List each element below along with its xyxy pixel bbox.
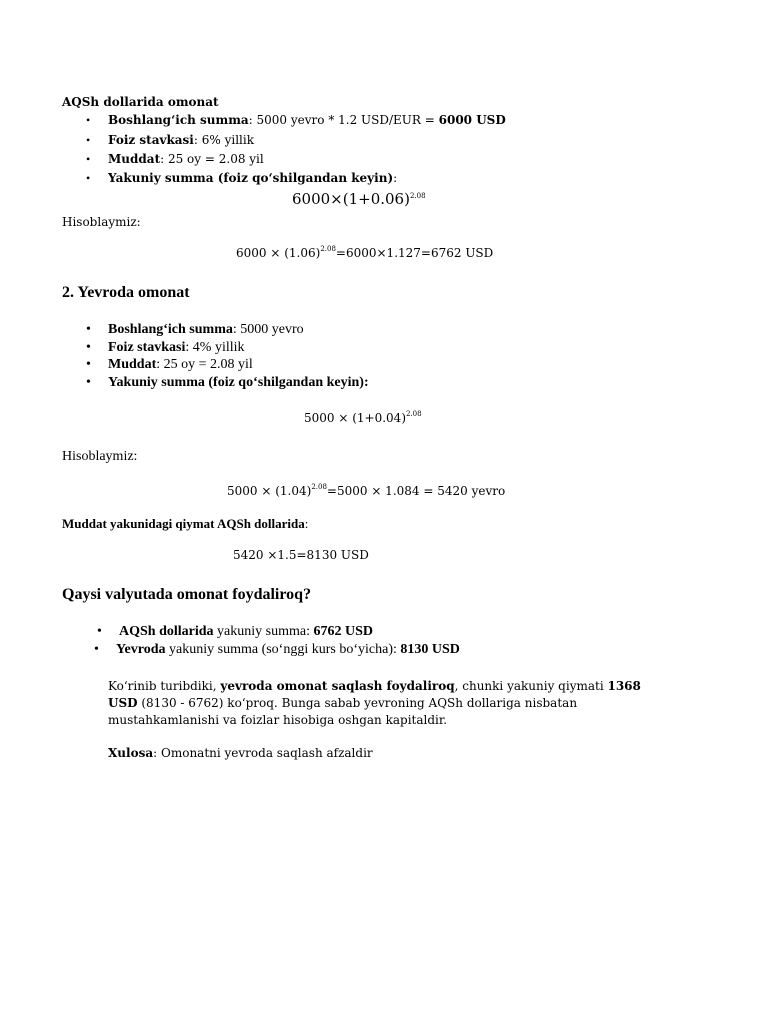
section1-title: AQSh dollarida omonat bbox=[62, 95, 219, 109]
calc-label-2: Hisoblaymiz: bbox=[62, 449, 138, 464]
list-item: • Yevroda yakuniy summa (so‘nggi kurs bo‘yicha): 8130 USD bbox=[116, 642, 460, 658]
formula-1: $6000\times(1+0.06)^{2.08}$ bbox=[292, 190, 426, 208]
list-item: • Muddat: 25 oy = 2.08 yil bbox=[108, 152, 264, 166]
section2-title: 2. Yevroda omonat bbox=[62, 284, 190, 301]
list-item: • Boshlang‘ich summa: 5000 yevro bbox=[108, 322, 304, 338]
section3-title: Qaysi valyutada omonat foydaliroq? bbox=[62, 586, 312, 603]
calc-label-1: Hisoblaymiz: bbox=[62, 215, 141, 229]
list-item: • Yakuniy summa (foiz qo‘shilgandan keyin): bbox=[108, 171, 397, 185]
list-item: • Foiz stavkasi: 6% yillik bbox=[108, 133, 254, 147]
conclusion-line: Xulosa: Omonatni yevroda saqlash afzaldir bbox=[108, 746, 373, 760]
usd-value-label: Muddat yakunidagi qiymat AQSh dollarida: bbox=[62, 516, 309, 531]
list-item: • Yakuniy summa (foiz qo‘shilgandan keyin): bbox=[108, 375, 369, 391]
conclusion-paragraph: Ko‘rinib turibdiki, yevroda omonat saqlash foydaliroq, chunki yakuniy qiymati 1368 USD (8130 - 6762) ko‘proq. Bunga sabab yevroning AQSh dollariga nisbatan mustahkamlanishi va foizlar hisobiga oshgan kapitaldir. bbox=[108, 679, 641, 727]
formula-2: $5000 \times (1+0.04)^{2.08}$ bbox=[304, 410, 422, 425]
list-item: • Muddat: 25 oy = 2.08 yil bbox=[108, 357, 253, 373]
calc-line-2: $5000 \times (1.04)^{2.08}=5000 \times 1.084 = 5420$ yevro bbox=[227, 483, 506, 498]
list-item: • Boshlang‘ich summa: 5000 yevro * 1.2 USD/EUR = 6000 USD bbox=[108, 113, 506, 127]
calc-line-1: $6000 \times (1.06)^{2.08}=6000\times 1.127=6762$ USD bbox=[236, 245, 494, 260]
list-item: • Foiz stavkasi: 4% yillik bbox=[108, 340, 245, 356]
list-item: • AQSh dollarida yakuniy summa: 6762 USD bbox=[119, 624, 373, 640]
usd-calc-line: 5420 ×1.5=8130 USD bbox=[233, 548, 369, 562]
